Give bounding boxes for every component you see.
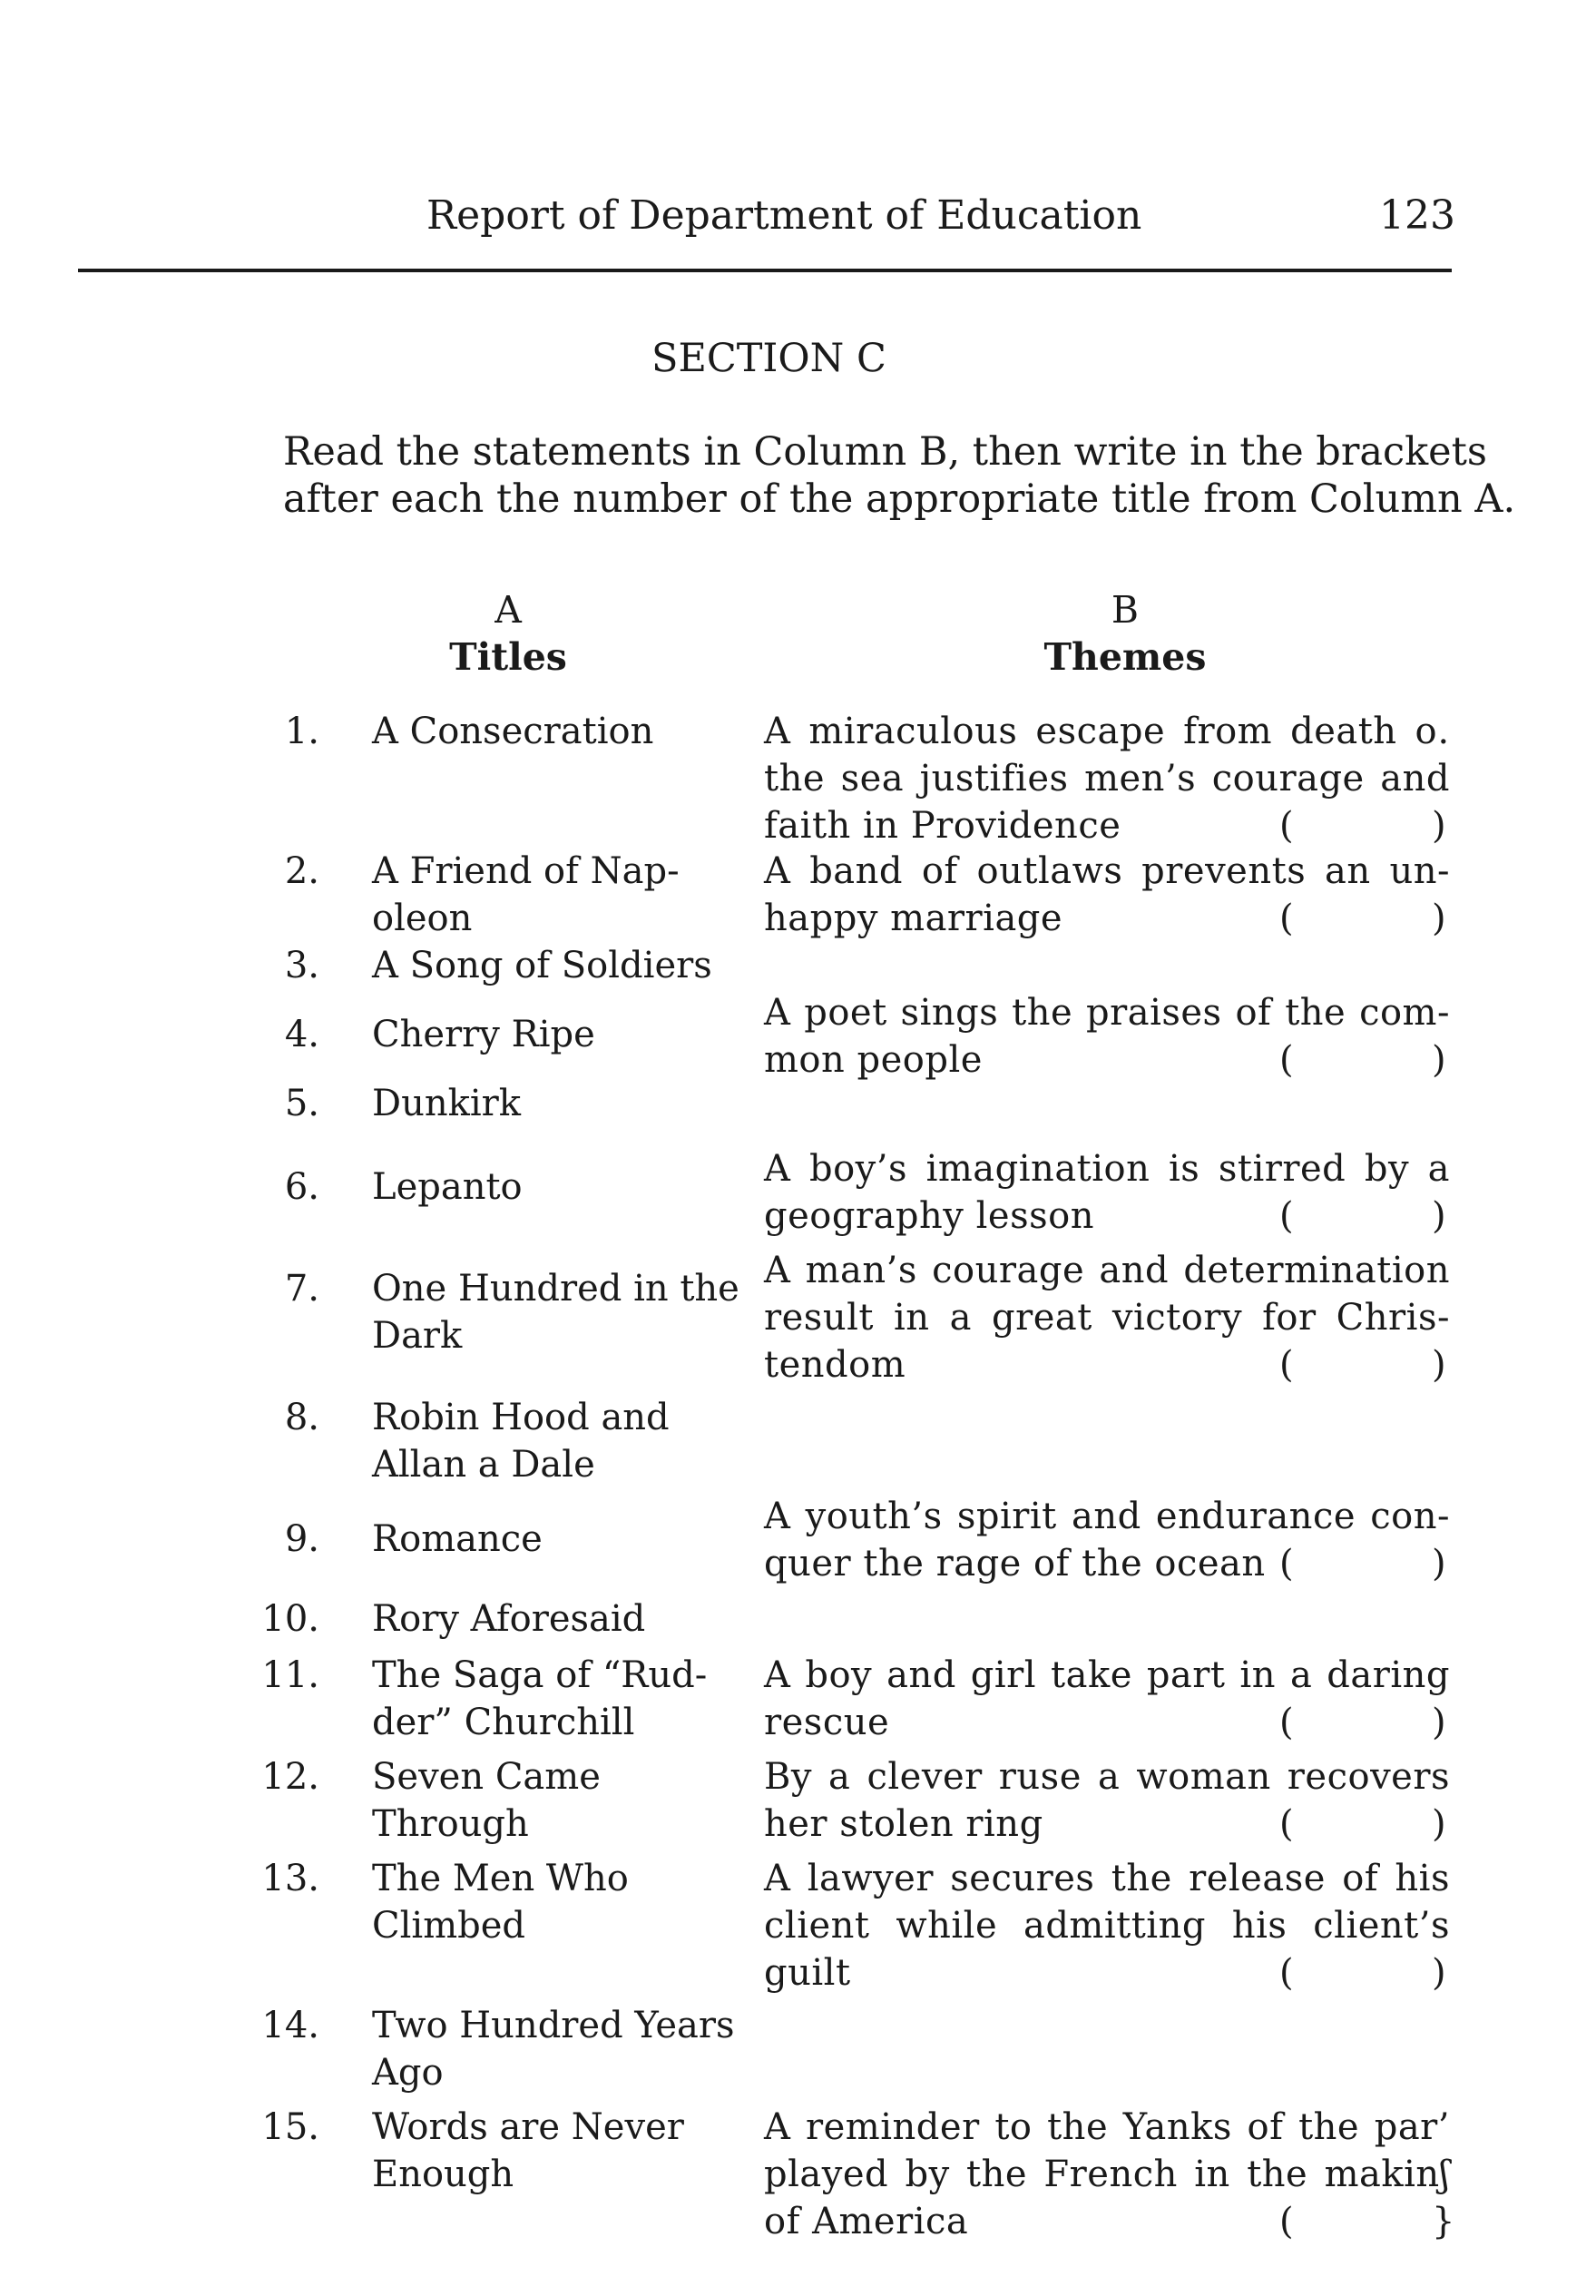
title-line: Through [372, 1803, 529, 1845]
answer-bracket-open: ( [1279, 1344, 1295, 1386]
answer-bracket-open: ( [1279, 1195, 1295, 1237]
title-line: Two Hundred Years [372, 2005, 735, 2046]
theme-line: mon people ( ) [764, 1036, 1450, 1084]
theme-item [764, 1493, 1450, 1587]
title-item [372, 1652, 707, 1746]
title-line: Enough [372, 2154, 514, 2195]
theme-line: rescue ( ) [764, 1699, 1450, 1746]
column-b-heading: Themes [1043, 635, 1207, 679]
answer-bracket-close: ) [1432, 1952, 1447, 1994]
answer-bracket-close: ) [1432, 1543, 1447, 1585]
answer-bracket-close: ) [1432, 805, 1447, 847]
title-number: 7. [284, 1268, 319, 1310]
answer-bracket-open: ( [1279, 1803, 1295, 1845]
title-item [372, 1753, 601, 1848]
title-number: 8. [284, 1397, 319, 1438]
title-number: 4. [284, 1014, 319, 1055]
title-item [372, 1011, 595, 1058]
answer-bracket-close: ) [1432, 1803, 1447, 1845]
title-item [372, 2002, 735, 2096]
answer-bracket-open: ( [1279, 898, 1295, 939]
theme-item [764, 1652, 1450, 1746]
title-line: Seven Came [372, 1756, 601, 1798]
theme-line: A lawyer secures the release of his [764, 1858, 1450, 1899]
theme-line: guilt ( ) [764, 1949, 1450, 1997]
answer-bracket-open: ( [1279, 1702, 1295, 1743]
title-item [372, 1595, 645, 1643]
title-number: 14. [261, 2005, 319, 2046]
title-line: Words are Never [372, 2106, 684, 2148]
answer-bracket-open: ( [1279, 1952, 1295, 1994]
theme-item [764, 1753, 1450, 1848]
title-item [372, 708, 653, 755]
title-item [372, 942, 712, 989]
title-line: Robin Hood and [372, 1397, 670, 1438]
column-b-letter: B [1111, 588, 1140, 632]
title-line: A Friend of Nap- [372, 850, 680, 892]
theme-line: A man’s courage and determination [764, 1250, 1450, 1291]
title-number: 12. [261, 1756, 319, 1798]
theme-item [764, 989, 1450, 1084]
title-line: Lepanto [372, 1166, 523, 1208]
theme-line: faith in Providence ( ) [764, 802, 1450, 849]
instruction-line: Read the statements in Column B, then write in the brackets [283, 429, 1487, 475]
title-line: A Song of Soldiers [372, 945, 712, 986]
title-line: Romance [372, 1518, 543, 1560]
title-item [372, 1855, 629, 1949]
theme-line: A boy and girl take part in a daring [764, 1654, 1450, 1696]
column-a-heading: Titles [449, 635, 567, 679]
theme-line: result in a great victory for Chris- [764, 1297, 1450, 1339]
theme-line: her stolen ring ( ) [764, 1800, 1450, 1848]
title-item [372, 2104, 684, 2198]
answer-bracket-open: ( [1279, 805, 1295, 847]
theme-line: A boy’s imagination is stirred by a [764, 1148, 1450, 1190]
title-number: 15. [261, 2106, 319, 2148]
column-a-letter: A [494, 588, 522, 632]
theme-line: A youth’s spirit and endurance con- [764, 1496, 1450, 1537]
theme-line: A band of outlaws prevents an un- [764, 850, 1450, 892]
answer-bracket-close: ) [1432, 898, 1447, 939]
title-line: One Hundred in the [372, 1268, 739, 1310]
theme-item [764, 1145, 1450, 1240]
title-item [372, 848, 680, 942]
title-number: 11. [261, 1654, 319, 1696]
title-line: oleon [372, 898, 473, 939]
answer-bracket-close: ) [1432, 1344, 1447, 1386]
theme-item [764, 1855, 1450, 1997]
title-number: 2. [284, 850, 319, 892]
theme-line: A miraculous escape from death o․ [764, 711, 1450, 752]
title-line: Rory Aforesaid [372, 1598, 646, 1640]
title-number: 10. [261, 1598, 319, 1640]
theme-line: of America ( } [764, 2198, 1450, 2245]
page-number: 123 [1379, 192, 1455, 239]
answer-bracket-close: ) [1432, 1039, 1447, 1081]
theme-item [764, 2104, 1455, 2245]
title-line: Ago [372, 2052, 444, 2094]
answer-bracket-close: } [1432, 2201, 1455, 2242]
title-line: Climbed [372, 1905, 526, 1947]
answer-bracket-open: ( [1279, 1543, 1295, 1585]
title-line: The Men Who [372, 1858, 629, 1899]
theme-line: played by the French in the makinʃ [764, 2154, 1450, 2195]
answer-bracket-close: ) [1432, 1702, 1447, 1743]
title-line: der” Churchill [372, 1702, 635, 1743]
theme-line: client while admitting his client’s [764, 1905, 1450, 1947]
title-item [372, 1080, 521, 1127]
title-line: Dark [372, 1315, 463, 1357]
theme-item [764, 1247, 1450, 1388]
answer-bracket-open: ( [1279, 1039, 1295, 1081]
instruction-line: after each the number of the appropriate title from Column A. [283, 476, 1516, 522]
theme-line: tendom ( ) [764, 1341, 1450, 1388]
theme-item [764, 708, 1450, 849]
title-item [372, 1394, 670, 1488]
theme-line: quer the rage of the ocean ( ) [764, 1540, 1450, 1587]
title-line: Dunkirk [372, 1083, 521, 1124]
answer-bracket-close: ) [1432, 1195, 1447, 1237]
title-number: 9. [284, 1518, 319, 1560]
title-line: Allan a Dale [372, 1444, 595, 1486]
theme-line: happy marriage ( ) [764, 895, 1450, 942]
section-title: SECTION C [651, 336, 886, 381]
title-line: The Saga of “Rud- [372, 1654, 708, 1696]
theme-item [764, 848, 1450, 942]
title-number: 5. [284, 1083, 319, 1124]
title-item [372, 1163, 523, 1211]
theme-line: geography lesson ( ) [764, 1192, 1450, 1240]
title-line: Cherry Ripe [372, 1014, 595, 1055]
header-rule [78, 269, 1452, 272]
title-line: A Consecration [372, 711, 654, 752]
theme-line: A reminder to the Yanks of the par’ [764, 2106, 1450, 2148]
theme-line: A poet sings the praises of the com- [764, 992, 1450, 1034]
title-item [372, 1265, 739, 1359]
title-number: 13. [261, 1858, 319, 1899]
title-number: 1. [284, 711, 319, 752]
title-number: 6. [284, 1166, 319, 1208]
theme-line: By a clever ruse a woman recovers [764, 1756, 1450, 1798]
theme-line: the sea justifies men’s courage and [764, 758, 1450, 800]
title-item [372, 1516, 543, 1563]
title-number: 3. [284, 945, 319, 986]
answer-bracket-open: ( [1279, 2201, 1295, 2242]
running-header: Report of Department of Education [426, 192, 1142, 239]
